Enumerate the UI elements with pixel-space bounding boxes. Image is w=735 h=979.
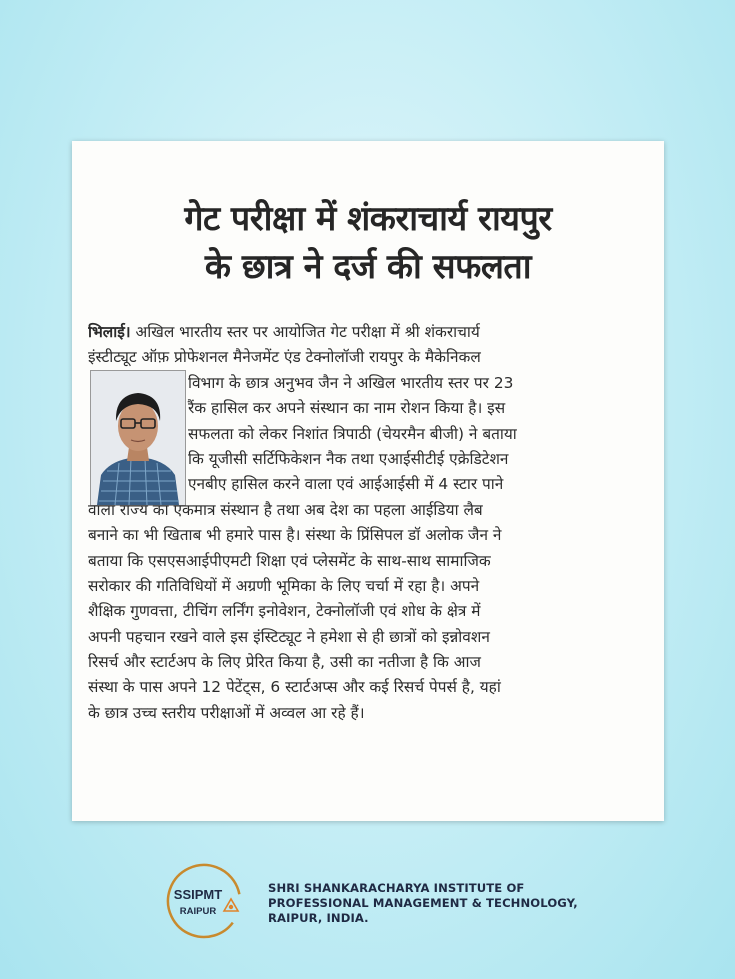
article-dateline: भिलाई। — [88, 323, 131, 341]
article-line: वाला राज्य का एकमात्र संस्थान है तथा अब देश का पहला आईडिया लैब — [88, 500, 483, 519]
article-headline — [72, 195, 664, 291]
article-line-text: अखिल भारतीय स्तर पर आयोजित गेट परीक्षा में श्री शंकराचार्य — [130, 323, 480, 341]
article-line: रिसर्च और स्टार्टअप के लिए प्रेरित किया है, उसी का नतीजा है कि आज — [88, 653, 481, 672]
organization-name-line: PROFESSIONAL MANAGEMENT & TECHNOLOGY, — [268, 896, 578, 910]
article-line: सरोकार की गतिविधियों में अग्रणी भूमिका के लिए चर्चा में रहा है। अपने — [88, 576, 480, 595]
organization-name-line: RAIPUR, INDIA. — [268, 911, 369, 925]
ssipmt-logo — [165, 862, 243, 940]
article-line: विभाग के छात्र अनुभव जैन ने अखिल भारतीय स्तर पर 23 — [188, 373, 514, 392]
newspaper-clipping — [72, 141, 664, 821]
article-line: शैक्षिक गुणवत्ता, टीचिंग लर्निंग इनोवेशन, टेक्नोलॉजी एवं शोध के क्षेत्र में — [88, 602, 481, 621]
article-line: रैंक हासिल कर अपने संस्थान का नाम रोशन किया है। इस — [188, 399, 506, 418]
logo-emblem-icon — [224, 899, 238, 911]
article-line: संस्था के पास अपने 12 पेटेंट्स, 6 स्टार्टअप्स और कई रिसर्च पेपर्स है, यहां — [88, 678, 501, 697]
article-line — [88, 320, 650, 345]
article-body — [88, 320, 650, 726]
article-line: एनबीए हासिल करने वाला एवं आईआईसी में 4 स्टार पाने — [188, 475, 504, 494]
article-line: बनाने का भी खिताब भी हमारे पास है। संस्था के प्रिंसिपल डॉ अलोक जैन ने — [88, 526, 502, 545]
article-line: बताया कि एसएसआईपीएमटी शिक्षा एवं प्लेसमेंट के साथ-साथ सामाजिक — [88, 551, 491, 570]
article-line: कि यूजीसी सर्टिफिकेशन नैक तथा एआईसीटीई एक्रेडिटेशन — [188, 449, 509, 468]
organization-name — [268, 881, 598, 926]
article-line: के छात्र उच्च स्तरीय परीक्षाओं में अव्वल आ रहे हैं। — [88, 703, 365, 722]
headline-line-1: गेट परीक्षा में शंकराचार्य रायपुर — [184, 199, 552, 239]
headline-line-2: के छात्र ने दर्ज की सफलता — [204, 247, 532, 287]
article-line: इंस्टीट्यूट ऑफ़ प्रोफेशनल मैनेजमेंट एंड टेक्नोलॉजी रायपुर के मैकेनिकल — [88, 348, 481, 367]
organization-name-line: SHRI SHANKARACHARYA INSTITUTE OF — [268, 881, 525, 895]
logo-name: SSIPMT — [173, 887, 223, 902]
article-line: अपनी पहचान रखने वाले इस इंस्टिट्यूट ने हमेशा से ही छात्रों को इन्नोवशन — [88, 627, 490, 646]
article-line: सफलता को लेकर निशांत त्रिपाठी (चेयरमैन बीजी) ने बताया — [188, 424, 517, 443]
logo-city: RAIPUR — [179, 906, 217, 917]
